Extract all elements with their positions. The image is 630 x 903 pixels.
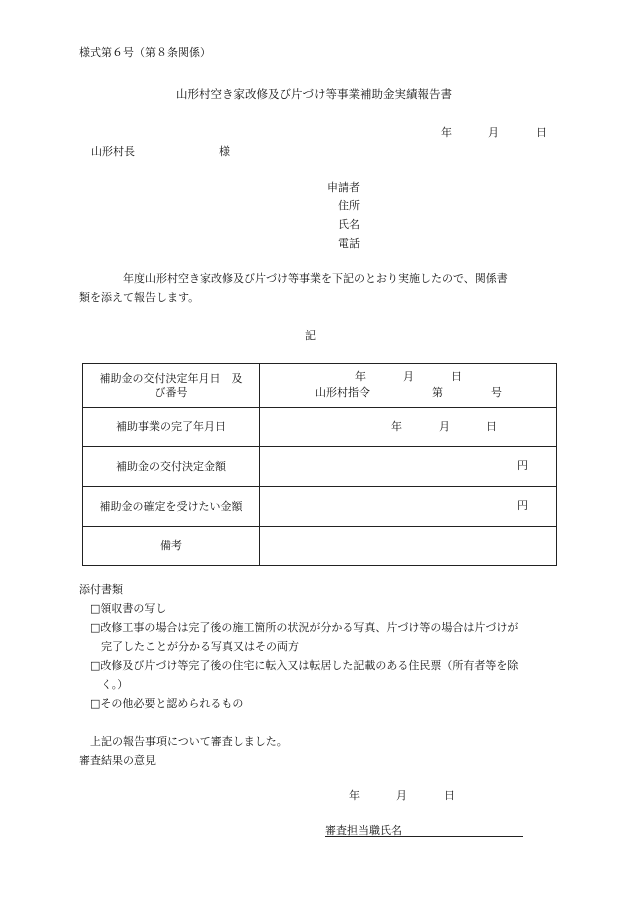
completion-date-value[interactable] bbox=[260, 408, 557, 447]
body-text-line1: 年度山形村空き家改修及び片づけ等事業を下記のとおり実施したので、関係書 bbox=[123, 272, 508, 285]
attachment-item-receipt: □領収書の写し bbox=[90, 602, 167, 615]
row1-day-label: 日 bbox=[451, 370, 462, 383]
review-date-year-label: 年 bbox=[349, 789, 360, 802]
grant-decision-date-label-line2: び番号 bbox=[154, 385, 188, 399]
review-statement: 上記の報告事項について審査しました。 bbox=[90, 735, 288, 748]
table-row bbox=[83, 408, 557, 447]
table-row bbox=[83, 364, 557, 408]
ki-heading: 記 bbox=[305, 329, 316, 342]
table-row bbox=[83, 487, 557, 527]
confirmed-amount-value[interactable] bbox=[260, 487, 557, 527]
attachments-heading: 添付書類 bbox=[79, 583, 123, 596]
form-number: 様式第６号（第８条関係） bbox=[79, 46, 211, 59]
confirmed-amount-label: 補助金の確定を受けたい金額 bbox=[83, 487, 260, 527]
row1-directive-label: 山形村指令 bbox=[315, 386, 370, 399]
completion-date-label: 補助事業の完了年月日 bbox=[83, 408, 260, 447]
grant-decision-date-value[interactable] bbox=[260, 364, 557, 408]
attachment-item-resident-record-line2: く。） bbox=[101, 678, 129, 691]
review-officer-label: 審査担当職氏名 bbox=[325, 824, 402, 837]
review-date-day-label: 日 bbox=[444, 789, 455, 802]
applicant-address-label: 住所 bbox=[338, 199, 360, 212]
document-title: 山形村空き家改修及び片づけ等事業補助金実績報告書 bbox=[176, 87, 452, 101]
grant-decision-date-label-line1: 補助金の交付決定年月日 及 bbox=[99, 372, 243, 386]
row2-month-label: 月 bbox=[439, 420, 450, 433]
date-year-label: 年 bbox=[441, 126, 452, 139]
row4-yen-unit: 円 bbox=[517, 499, 528, 512]
remarks-value[interactable] bbox=[260, 527, 557, 566]
attachment-item-photos-line1: □改修工事の場合は完了後の施工箇所の状況が分かる写真、片づけ等の場合は片づけが bbox=[90, 621, 519, 634]
addressee: 山形村長 bbox=[91, 145, 135, 158]
table-row bbox=[83, 447, 557, 487]
row2-day-label: 日 bbox=[486, 420, 497, 433]
row1-go-label: 号 bbox=[491, 386, 502, 399]
attachment-item-photos-line2: 完了したことが分かる写真又はその両方 bbox=[101, 640, 299, 653]
remarks-label: 備考 bbox=[83, 527, 260, 566]
date-day-label: 日 bbox=[536, 126, 547, 139]
row1-month-label: 月 bbox=[403, 370, 414, 383]
decided-amount-value[interactable] bbox=[260, 447, 557, 487]
applicant-heading: 申請者 bbox=[327, 181, 360, 194]
applicant-phone-label: 電話 bbox=[338, 237, 360, 250]
date-month-label: 月 bbox=[488, 126, 499, 139]
table-row bbox=[83, 527, 557, 566]
row3-yen-unit: 円 bbox=[517, 459, 528, 472]
report-table bbox=[82, 363, 557, 566]
decided-amount-label: 補助金の交付決定金額 bbox=[83, 447, 260, 487]
attachment-item-resident-record-line1: □改修及び片づけ等完了後の住宅に転入又は転居した記載のある住民票（所有者等を除 bbox=[90, 659, 519, 672]
applicant-name-label: 氏名 bbox=[338, 218, 360, 231]
review-opinion-heading: 審査結果の意見 bbox=[79, 754, 156, 767]
review-officer-signature-line[interactable] bbox=[325, 836, 523, 837]
row2-year-label: 年 bbox=[391, 420, 402, 433]
review-date-month-label: 月 bbox=[396, 789, 407, 802]
attachment-item-other: □その他必要と認められるもの bbox=[90, 697, 244, 710]
body-text-line2: 類を添えて報告します。 bbox=[79, 291, 200, 304]
row1-year-label: 年 bbox=[355, 370, 366, 383]
addressee-honorific: 様 bbox=[219, 145, 230, 158]
grant-decision-date-label bbox=[83, 364, 260, 408]
row1-dai-label: 第 bbox=[432, 386, 443, 399]
